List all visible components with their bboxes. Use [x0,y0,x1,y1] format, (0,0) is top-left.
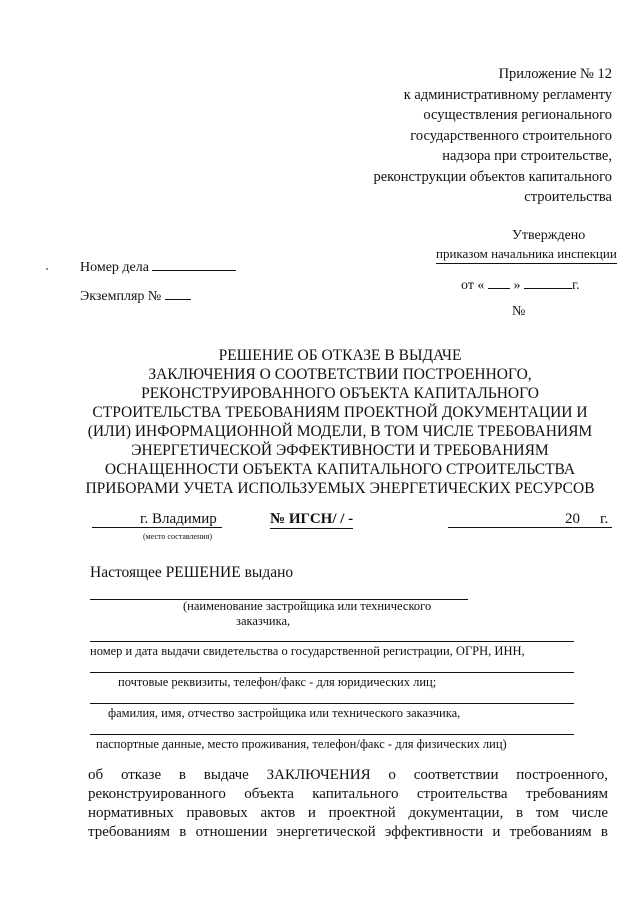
approval-number-label: № [512,304,526,319]
case-number-field[interactable] [152,258,236,271]
recipient-line-2[interactable] [90,641,574,642]
copy-number-field[interactable] [165,287,191,300]
appendix-line: осуществления регионального [423,107,612,123]
title-line: РЕКОНСТРУИРОВАННОГО ОБЪЕКТА КАПИТАЛЬНОГО [141,385,539,402]
recipient-line-3[interactable] [90,672,574,673]
date-underline [448,527,612,528]
copy-label: Экземпляр № [80,289,162,304]
body-line: требованиям в отношении энергетической эффективности и требованиям в [88,824,608,840]
copy-number [80,287,191,305]
approved-label: Утверждено [512,228,586,243]
title-line: ПРИБОРАМИ УЧЕТА ИСПОЛЬЗУЕМЫХ ЭНЕРГЕТИЧЕСКИХ РЕСУРСОВ [85,480,595,497]
recipient-caption-1b: заказчика, [236,614,291,628]
year-suffix: г. [600,511,609,527]
title-line: РЕШЕНИЕ ОБ ОТКАЗЕ В ВЫДАЧЕ [218,347,462,364]
appendix-line: надзора при строительстве, [442,148,612,164]
recipient-caption-3: почтовые реквизиты, телефон/факс - для юридических лиц; [118,675,437,689]
place-city: г. Владимир [140,511,217,527]
body-line: нормативных правовых актов и проектной документации, в том числе [88,805,608,821]
title-line: ОСНАЩЕННОСТИ ОБЪЕКТА КАПИТАЛЬНОГО СТРОИТЕЛЬСТВА [104,461,576,478]
recipient-caption-5: паспортные данные, место проживания, телефон/факс - для физических лиц) [96,737,507,751]
appendix-line: к административному регламенту [403,86,612,103]
body-line: реконструированного объекта капитального строительства требованиям [88,786,608,802]
decision-number: № ИГСН/ / - [270,511,354,527]
scan-speck [46,268,48,270]
approval-order: приказом начальника инспекции [436,246,617,264]
issued-label: Настоящее РЕШЕНИЕ выдано [90,564,294,581]
recipient-line-5[interactable] [90,734,574,735]
date-prefix: от « [461,278,485,293]
date-suffix: г. [571,278,580,293]
appendix-line: Приложение № 12 [498,66,612,82]
case-number [80,258,236,276]
body-line: об отказе в выдаче ЗАКЛЮЧЕНИЯ о соответствии построенного, [88,767,608,783]
recipient-caption-1a: (наименование застройщика или технического [183,599,432,613]
title-line: СТРОИТЕЛЬСТВА ТРЕБОВАНИЯМ ПРОЕКТНОЙ ДОКУМЕНТАЦИИ И [92,404,588,421]
approval-date [461,276,580,294]
appendix-line: государственного строительного [410,127,612,144]
recipient-caption-2: номер и дата выдачи свидетельства о государственной регистрации, ОГРН, ИНН, [90,644,525,658]
place-caption: (место составления) [143,532,212,541]
decision-body [88,766,608,842]
date-month-field[interactable] [524,276,572,289]
document-title [60,346,620,498]
date-day-field[interactable] [488,276,510,289]
appendix-header [374,64,613,208]
case-number-label: Номер дела [80,260,149,275]
recipient-caption-4: фамилия, имя, отчество застройщика или технического заказчика, [108,706,461,720]
recipient-line-4[interactable] [90,703,574,704]
title-line: ЗАКЛЮЧЕНИЯ О СООТВЕТСТВИИ ПОСТРОЕННОГО, [148,366,532,383]
appendix-line: реконструкции объектов капитального [373,168,612,185]
title-line: (ИЛИ) ИНФОРМАЦИОННОЙ МОДЕЛИ, В ТОМ ЧИСЛЕ ТРЕБОВАНИЯМ [87,423,593,440]
appendix-line: строительства [524,189,612,205]
title-line: ЭНЕРГЕТИЧЕСКОЙ ЭФФЕКТИВНОСТИ И ТРЕБОВАНИЯМ [131,442,549,459]
year-label: 20 [565,511,580,527]
date-mid: » [513,278,521,293]
